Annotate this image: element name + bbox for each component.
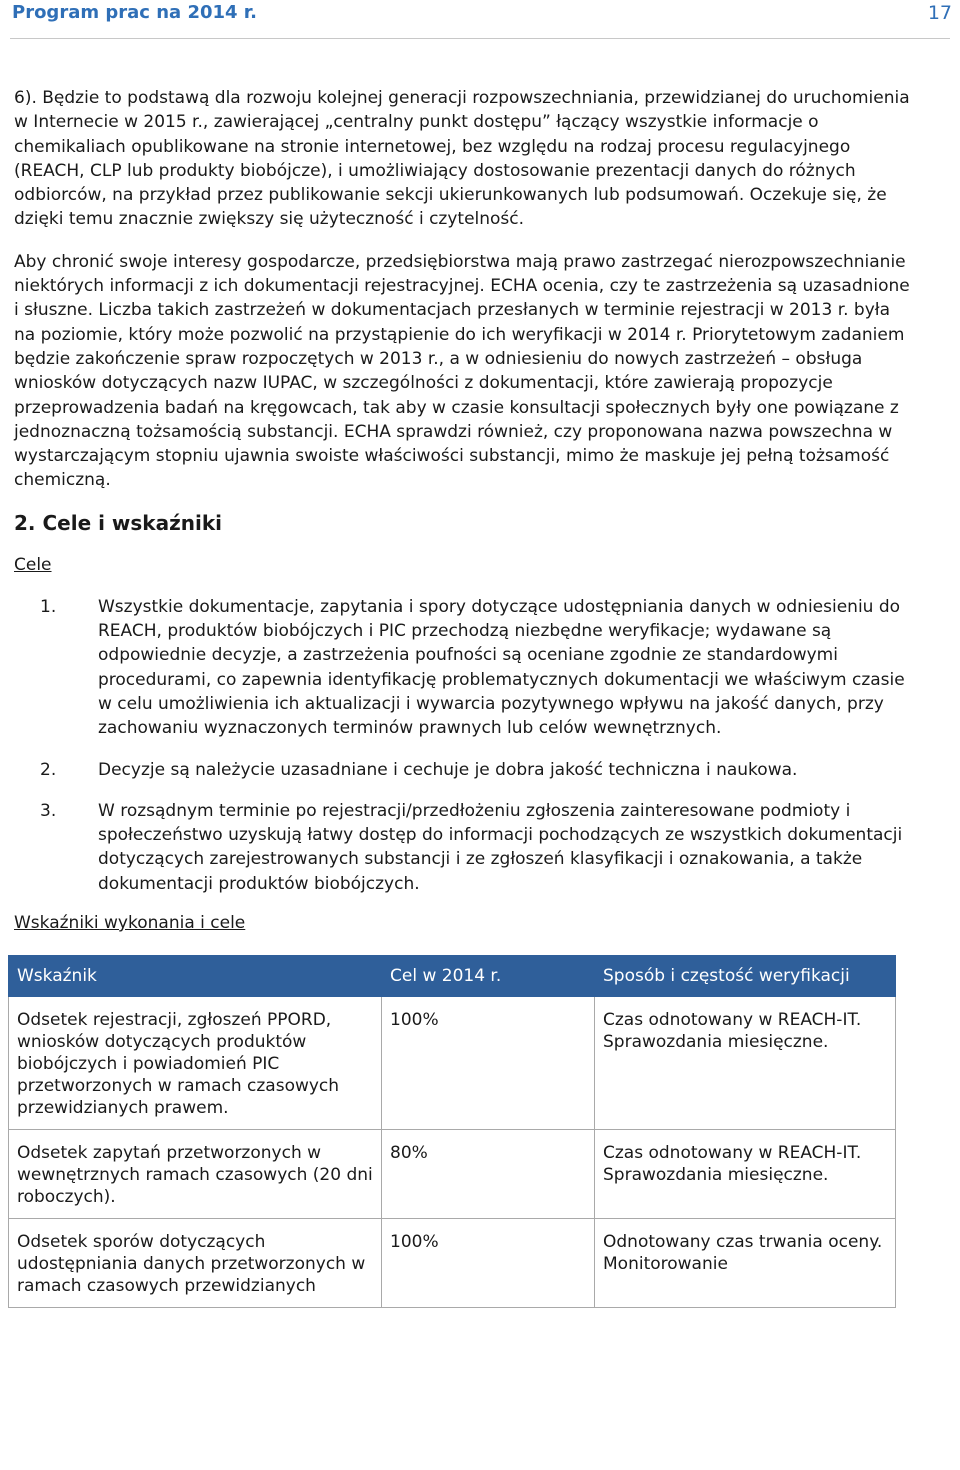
target-cell: 100% xyxy=(382,997,595,1130)
goal-number: 1. xyxy=(40,596,57,617)
table-row xyxy=(9,997,896,1130)
goal-text: W rozsądnym terminie po rejestracji/przedłożeniu zgłoszenia zainteresowane podmioty i społeczeństwo uzyskują łatwy dostęp do informacji pochodzących ze wszystkich dokumentacji dotyczących zarejestrowanych substancji i ze zgłoszeń klasyfikacji i oznakowania, a także dokumentacji produktów biobójczych. xyxy=(98,800,903,894)
column-header-target: Cel w 2014 r. xyxy=(382,956,595,997)
goal-text: Decyzje są należycie uzasadniane i cechuje je dobra jakość techniczna i naukowa. xyxy=(98,759,798,780)
header-title: Program prac na 2014 r. xyxy=(12,2,257,23)
document-body xyxy=(14,86,914,1308)
page-header xyxy=(0,0,960,40)
indicator-cell: Odsetek rejestracji, zgłoszeń PPORD, wniosków dotyczących produktów biobójczych i powiadomień PIC przetworzonych w ramach czasowych przewidzianych prawem. xyxy=(9,997,382,1130)
page-number: 17 xyxy=(927,2,952,24)
goal-item xyxy=(14,758,914,782)
goals-list xyxy=(14,595,914,896)
column-header-indicator: Wskaźnik xyxy=(9,956,382,997)
verification-cell: Odnotowany czas trwania oceny. Monitorowanie xyxy=(595,1219,896,1308)
indicators-heading: Wskaźniki wykonania i cele xyxy=(14,913,246,934)
paragraph-dissemination: 6). Będzie to podstawą dla rozwoju kolejnej generacji rozpowszechniania, przewidzianej do uruchomienia w Internecie w 2015 r., zawierającej „centralny punkt dostępu” łączący wszystkie informacje o chemikaliach opublikowane na stronie internetowej, bez względu na rodzaj procesu regulacyjnego (REACH, CLP lub produkty biobójcze), i umożliwiający dostosowanie prezentacji danych do różnych odbiorców, na przykład przez publikowanie sekcji ukierunkowanych lub podsumowań. Oczekuje się, że dzięki temu znacznie zwiększy się użyteczność i czytelność. xyxy=(14,88,910,230)
column-header-verification: Sposób i częstość weryfikacji xyxy=(595,956,896,997)
goal-number: 3. xyxy=(40,800,57,821)
indicators-table xyxy=(8,955,896,1308)
indicator-cell: Odsetek sporów dotyczących udostępniania danych przetworzonych w ramach czasowych przewidzianych xyxy=(9,1219,382,1308)
goal-item xyxy=(14,799,914,896)
indicator-cell: Odsetek zapytań przetworzonych w wewnętrznych ramach czasowych (20 dni roboczych). xyxy=(9,1130,382,1219)
goal-number: 2. xyxy=(40,759,57,780)
target-cell: 100% xyxy=(382,1219,595,1308)
paragraph-confidentiality: Aby chronić swoje interesy gospodarcze, przedsiębiorstwa mają prawo zastrzegać nierozpowszechnianie niektórych informacji z ich dokumentacji rejestracyjnej. ECHA ocenia, czy te zastrzeżenia są uzasadnione i słuszne. Liczba takich zastrzeżeń w dokumentacjach przesłanych w terminie rejestracji w 2013 r. była na poziomie, który może pozwolić na przystąpienie do ich weryfikacji w 2014 r. Priorytetowym zadaniem będzie zakończenie spraw rozpoczętych w 2013 r., a w odniesieniu do nowych zastrzeżeń – obsługa wniosków dotyczących nazw IUPAC, w szczególności z dokumentacji, które zawierają propozycje przeprowadzenia badań na kręgowcach, tak aby w czasie konsultacji społecznych były one powiązane z jednoznaczną tożsamością substancji. ECHA sprawdzi również, czy proponowana nazwa powszechna w wystarczającym stopniu ujawnia swoiste właściwości substancji, mimo że maskuje jej pełną tożsamość chemiczną. xyxy=(14,251,910,491)
goal-item xyxy=(14,595,914,741)
table-row xyxy=(9,1130,896,1219)
header-divider xyxy=(10,38,950,39)
goal-text: Wszystkie dokumentacje, zapytania i spory dotyczące udostępniania danych w odniesieniu do REACH, produktów biobójczych i PIC przechodzą niezbędne weryfikacje; wydawane są odpowiednie decyzje, a zastrzeżenia poufności są oceniane zgodnie ze standardowymi procedurami, co zapewnia identyfikację problematycznych dokumentacji we właściwym czasie w celu umożliwienia ich aktualizacji i wywarcia pozytywnego wpływu na jakość danych, przy zachowaniu wyznaczonych terminów prawnych lub celów wewnętrznych. xyxy=(98,596,905,739)
section-title: 2. Cele i wskaźniki xyxy=(14,510,222,535)
verification-cell: Czas odnotowany w REACH-IT. Sprawozdania miesięczne. xyxy=(595,1130,896,1219)
target-cell: 80% xyxy=(382,1130,595,1219)
table-row xyxy=(9,1219,896,1308)
goals-heading: Cele xyxy=(14,554,52,575)
table-header-row xyxy=(9,956,896,997)
verification-cell: Czas odnotowany w REACH-IT. Sprawozdania miesięczne. xyxy=(595,997,896,1130)
